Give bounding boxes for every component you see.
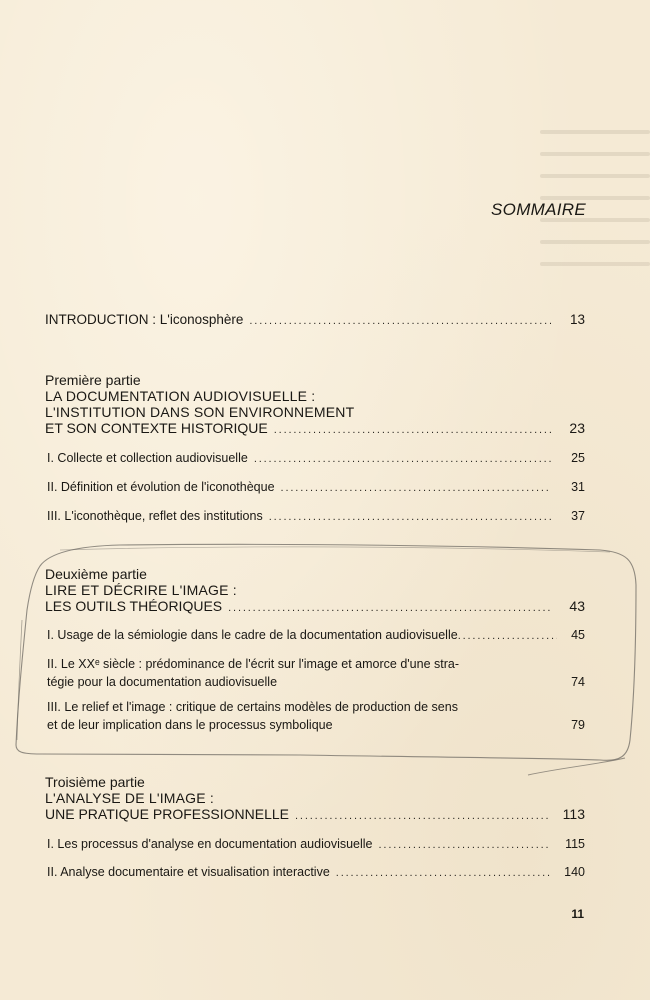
chapter-label: I. Les processus d'analyse en documentation audiovisuelle <box>47 837 373 851</box>
toc-chapter-2-2[interactable] <box>47 655 585 691</box>
leader-dots <box>379 837 551 853</box>
leader-dots <box>249 313 551 329</box>
chapter-line2 <box>47 673 585 691</box>
chapter-label: III. L'iconothèque, reflet des institutions <box>47 509 263 523</box>
toc-chapter-3-1[interactable] <box>47 836 585 853</box>
page-folio: 11 <box>571 907 584 921</box>
toc-entry-introduction[interactable] <box>45 312 585 329</box>
toc-chapter-1-1[interactable] <box>47 450 585 467</box>
page-number: 115 <box>565 837 585 851</box>
page-number: 43 <box>569 598 585 614</box>
leader-dots <box>254 451 551 467</box>
page-heading: SOMMAIRE <box>491 200 586 219</box>
page-number: 37 <box>571 509 585 523</box>
show-through-text <box>540 130 650 310</box>
leader-dots <box>336 865 551 881</box>
entry-label: UNE PRATIQUE PROFESSIONNELLE <box>45 806 290 822</box>
chapter-label: II. Analyse documentaire et visualisation interactive <box>47 865 330 879</box>
chapter-label: II. Définition et évolution de l'iconothèque <box>47 480 275 494</box>
part2-title-line1: LIRE ET DÉCRIRE L'IMAGE : <box>45 582 237 598</box>
toc-entry-part3[interactable] <box>45 806 585 824</box>
page-number: 79 <box>571 718 585 732</box>
page-number: 140 <box>564 865 585 879</box>
part3-label: Troisième partie <box>45 774 145 790</box>
entry-label: LES OUTILS THÉORIQUES <box>45 598 223 614</box>
page-number: 25 <box>571 451 585 465</box>
toc-chapter-1-3[interactable] <box>47 508 585 525</box>
part1-title-line2: L'INSTITUTION DANS SON ENVIRONNEMENT <box>45 404 355 420</box>
page-number: 45 <box>571 628 585 642</box>
page-number: 74 <box>571 675 585 689</box>
page-number: 13 <box>569 312 585 327</box>
page-number: 31 <box>571 480 585 494</box>
entry-label: INTRODUCTION : L'iconosphère <box>45 312 244 327</box>
toc-chapter-2-3[interactable] <box>47 698 585 734</box>
part2-label: Deuxième partie <box>45 566 147 582</box>
page-number: 23 <box>569 420 585 436</box>
chapter-label: I. Usage de la sémiologie dans le cadre de la documentation audiovisuelle <box>47 628 458 642</box>
leader-dots <box>281 480 551 496</box>
leader-dots <box>274 422 551 438</box>
part1-title-line1: LA DOCUMENTATION AUDIOVISUELLE : <box>45 388 316 404</box>
chapter-label-line2: et de leur implication dans le processus symbolique <box>47 718 333 732</box>
chapter-label-line1: III. Le relief et l'image : critique de certains modèles de production de sens <box>47 700 458 714</box>
part1-label: Première partie <box>45 372 141 388</box>
leader-dots <box>269 509 551 525</box>
toc-chapter-3-2[interactable] <box>47 864 585 881</box>
toc-entry-part1[interactable] <box>45 420 585 438</box>
leader-dots <box>458 628 557 644</box>
leader-dots <box>295 808 551 824</box>
toc-chapter-2-1[interactable] <box>47 627 585 644</box>
page-number: 113 <box>562 806 585 822</box>
chapter-line2 <box>47 716 585 734</box>
entry-label: ET SON CONTEXTE HISTORIQUE <box>45 420 268 436</box>
toc-chapter-1-2[interactable] <box>47 479 585 496</box>
chapter-label-line2: tégie pour la documentation audiovisuelle <box>47 675 278 689</box>
chapter-label: I. Collecte et collection audiovisuelle <box>47 451 248 465</box>
part3-title-line1: L'ANALYSE DE L'IMAGE : <box>45 790 214 806</box>
leader-dots <box>228 600 551 616</box>
toc-entry-part2[interactable] <box>45 598 585 616</box>
chapter-label-line1: II. Le XXᵉ siècle : prédominance de l'écrit sur l'image et amorce d'une stra- <box>47 657 459 671</box>
